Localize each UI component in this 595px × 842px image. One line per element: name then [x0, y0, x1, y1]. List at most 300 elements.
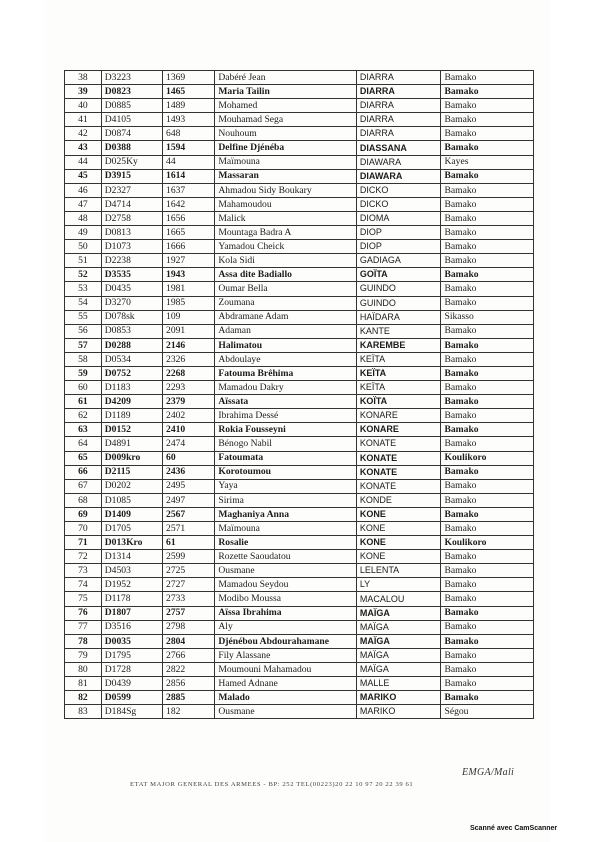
table-row — [65, 423, 534, 437]
row-code: D3516 — [101, 620, 162, 634]
row-code: D1807 — [101, 606, 162, 620]
row-number: 64 — [65, 437, 102, 451]
row-last-name: GADIAGA — [356, 254, 441, 268]
row-code: D1073 — [101, 240, 162, 254]
table-row — [65, 240, 534, 254]
row-number: 76 — [65, 606, 102, 620]
row-code: D0599 — [101, 691, 162, 705]
row-first-name: Ousmane — [215, 564, 356, 578]
row-first-name: Mohamed — [215, 99, 356, 113]
table-row — [65, 578, 534, 592]
row-number: 49 — [65, 226, 102, 240]
row-last-name: KOÏTA — [356, 395, 441, 409]
row-city: Bamako — [441, 268, 534, 282]
row-last-name: MARIKO — [356, 705, 441, 719]
row-number: 44 — [65, 155, 102, 169]
table-row — [65, 155, 534, 169]
row-number: 63 — [65, 423, 102, 437]
table-row — [65, 451, 534, 465]
row-code: D0152 — [101, 423, 162, 437]
row-number: 75 — [65, 592, 102, 606]
row-code: D009kro — [101, 451, 162, 465]
row-city: Bamako — [441, 395, 534, 409]
emga-mark: EMGA/Mali — [462, 767, 515, 778]
row-number: 40 — [65, 99, 102, 113]
row-first-name: Rokia Fousseyni — [215, 423, 356, 437]
table-row — [65, 366, 534, 380]
row-code: D0435 — [101, 282, 162, 296]
row-city: Bamako — [441, 465, 534, 479]
row-last-name: MALLE — [356, 677, 441, 691]
row-matricule: 1642 — [163, 197, 215, 211]
row-matricule: 2293 — [163, 381, 215, 395]
table-row — [65, 141, 534, 155]
table-row — [65, 268, 534, 282]
row-code: D4891 — [101, 437, 162, 451]
row-last-name: KAREMBE — [356, 338, 441, 352]
row-matricule: 2436 — [163, 465, 215, 479]
footer-address: ETAT MAJOR GENERAL DES ARMEES - BP: 252 TEL(00223)20 22 10 97 20 22 39 61 — [130, 781, 414, 788]
row-code: D1178 — [101, 592, 162, 606]
row-last-name: KEÏTA — [356, 352, 441, 366]
row-first-name: Korotoumou — [215, 465, 356, 479]
table-row — [65, 395, 534, 409]
row-code: D4714 — [101, 197, 162, 211]
row-code: D1409 — [101, 507, 162, 521]
row-first-name: Mountaga Badra A — [215, 226, 356, 240]
row-city: Bamako — [441, 324, 534, 338]
row-matricule: 2497 — [163, 493, 215, 507]
table-row — [65, 127, 534, 141]
row-matricule: 2856 — [163, 677, 215, 691]
row-first-name: Bénogo Nabil — [215, 437, 356, 451]
row-last-name: DIARRA — [356, 127, 441, 141]
row-number: 69 — [65, 507, 102, 521]
row-code: D1795 — [101, 648, 162, 662]
row-last-name: MARIKO — [356, 691, 441, 705]
row-matricule: 2727 — [163, 578, 215, 592]
row-last-name: KONARE — [356, 409, 441, 423]
row-city: Bamako — [441, 677, 534, 691]
table-row — [65, 564, 534, 578]
table-row — [65, 381, 534, 395]
roster-table — [64, 70, 534, 719]
row-city: Bamako — [441, 691, 534, 705]
table-row — [65, 282, 534, 296]
row-number: 41 — [65, 113, 102, 127]
row-city: Bamako — [441, 113, 534, 127]
row-code: D078sk — [101, 310, 162, 324]
row-number: 48 — [65, 211, 102, 225]
row-city: Bamako — [441, 282, 534, 296]
table-row — [65, 479, 534, 493]
row-last-name: KANTE — [356, 324, 441, 338]
row-last-name: KEÏTA — [356, 366, 441, 380]
roster-table-body — [65, 71, 534, 719]
row-first-name: Oumar Bella — [215, 282, 356, 296]
row-matricule: 2379 — [163, 395, 215, 409]
row-last-name: KONE — [356, 507, 441, 521]
row-matricule: 1666 — [163, 240, 215, 254]
row-number: 65 — [65, 451, 102, 465]
row-last-name: KONE — [356, 536, 441, 550]
row-matricule: 2567 — [163, 507, 215, 521]
row-first-name: Abdramane Adam — [215, 310, 356, 324]
row-first-name: Halimatou — [215, 338, 356, 352]
row-city: Kayes — [441, 155, 534, 169]
table-row — [65, 620, 534, 634]
table-row — [65, 634, 534, 648]
row-matricule: 648 — [163, 127, 215, 141]
row-matricule: 1665 — [163, 226, 215, 240]
table-row — [65, 493, 534, 507]
row-code: D013Kro — [101, 536, 162, 550]
row-matricule: 60 — [163, 451, 215, 465]
row-last-name: MAÏGA — [356, 620, 441, 634]
row-matricule: 1637 — [163, 183, 215, 197]
row-number: 42 — [65, 127, 102, 141]
row-matricule: 2410 — [163, 423, 215, 437]
row-city: Bamako — [441, 352, 534, 366]
row-code: D4503 — [101, 564, 162, 578]
row-first-name: Ahmadou Sidy Boukary — [215, 183, 356, 197]
row-number: 70 — [65, 522, 102, 536]
table-row — [65, 211, 534, 225]
row-first-name: Zoumana — [215, 296, 356, 310]
row-last-name: KEÏTA — [356, 381, 441, 395]
row-matricule: 2757 — [163, 606, 215, 620]
row-city: Sikasso — [441, 310, 534, 324]
row-matricule: 2885 — [163, 691, 215, 705]
row-number: 66 — [65, 465, 102, 479]
row-matricule: 44 — [163, 155, 215, 169]
row-last-name: MACALOU — [356, 592, 441, 606]
row-city: Ségou — [441, 705, 534, 719]
row-city: Bamako — [441, 141, 534, 155]
row-number: 47 — [65, 197, 102, 211]
row-first-name: Yaya — [215, 479, 356, 493]
row-last-name: DIOMA — [356, 211, 441, 225]
row-city: Bamako — [441, 662, 534, 676]
row-last-name: DICKO — [356, 183, 441, 197]
row-code: D0388 — [101, 141, 162, 155]
table-row — [65, 113, 534, 127]
table-row — [65, 254, 534, 268]
row-first-name: Aly — [215, 620, 356, 634]
row-number: 45 — [65, 169, 102, 183]
row-number: 57 — [65, 338, 102, 352]
table-row — [65, 169, 534, 183]
row-last-name: KONE — [356, 522, 441, 536]
row-number: 78 — [65, 634, 102, 648]
row-number: 59 — [65, 366, 102, 380]
row-code: D0035 — [101, 634, 162, 648]
table-row — [65, 465, 534, 479]
row-city: Bamako — [441, 648, 534, 662]
row-last-name: HAÏDARA — [356, 310, 441, 324]
table-row — [65, 85, 534, 99]
table-row — [65, 197, 534, 211]
row-matricule: 2571 — [163, 522, 215, 536]
row-code: D0202 — [101, 479, 162, 493]
table-row — [65, 437, 534, 451]
row-matricule: 1489 — [163, 99, 215, 113]
row-first-name: Hamed Adnane — [215, 677, 356, 691]
row-first-name: Ibrahima Dessé — [215, 409, 356, 423]
row-number: 50 — [65, 240, 102, 254]
table-row — [65, 507, 534, 521]
table-row — [65, 662, 534, 676]
row-city: Bamako — [441, 226, 534, 240]
row-city: Koulikoro — [441, 451, 534, 465]
row-code: D4105 — [101, 113, 162, 127]
row-city: Bamako — [441, 423, 534, 437]
table-row — [65, 296, 534, 310]
table-row — [65, 606, 534, 620]
row-last-name: KONDE — [356, 493, 441, 507]
row-number: 58 — [65, 352, 102, 366]
row-matricule: 2495 — [163, 479, 215, 493]
row-first-name: Ousmane — [215, 705, 356, 719]
table-row — [65, 226, 534, 240]
row-first-name: Malick — [215, 211, 356, 225]
row-first-name: Malado — [215, 691, 356, 705]
row-last-name: MAÏGA — [356, 606, 441, 620]
row-number: 43 — [65, 141, 102, 155]
row-number: 67 — [65, 479, 102, 493]
row-city: Bamako — [441, 381, 534, 395]
row-code: D1189 — [101, 409, 162, 423]
table-row — [65, 99, 534, 113]
row-code: D2238 — [101, 254, 162, 268]
row-code: D025Ky — [101, 155, 162, 169]
table-row — [65, 409, 534, 423]
row-first-name: Sirima — [215, 493, 356, 507]
row-code: D3223 — [101, 71, 162, 85]
row-first-name: Rosalie — [215, 536, 356, 550]
table-row — [65, 705, 534, 719]
row-city: Bamako — [441, 550, 534, 564]
row-matricule: 2766 — [163, 648, 215, 662]
row-last-name: DIOP — [356, 240, 441, 254]
row-code: D184Sg — [101, 705, 162, 719]
row-last-name: DIASSANA — [356, 141, 441, 155]
row-matricule: 1493 — [163, 113, 215, 127]
row-matricule: 2725 — [163, 564, 215, 578]
row-city: Bamako — [441, 620, 534, 634]
row-number: 82 — [65, 691, 102, 705]
row-first-name: Rozette Saoudatou — [215, 550, 356, 564]
table-row — [65, 648, 534, 662]
row-first-name: Kola Sidi — [215, 254, 356, 268]
row-last-name: GUINDO — [356, 282, 441, 296]
row-last-name: DIOP — [356, 226, 441, 240]
camscanner-watermark: Scanné avec CamScanner — [470, 825, 558, 832]
row-last-name: MAÏGA — [356, 634, 441, 648]
row-first-name: Mouhamad Sega — [215, 113, 356, 127]
row-matricule: 2733 — [163, 592, 215, 606]
row-city: Bamako — [441, 85, 534, 99]
row-first-name: Aïssa Ibrahima — [215, 606, 356, 620]
table-row — [65, 324, 534, 338]
row-first-name: Maria Tailin — [215, 85, 356, 99]
row-code: D0823 — [101, 85, 162, 99]
row-number: 74 — [65, 578, 102, 592]
row-code: D0288 — [101, 338, 162, 352]
row-first-name: Maïmouna — [215, 522, 356, 536]
table-row — [65, 691, 534, 705]
row-matricule: 2474 — [163, 437, 215, 451]
row-matricule: 1465 — [163, 85, 215, 99]
row-number: 53 — [65, 282, 102, 296]
row-first-name: Adaman — [215, 324, 356, 338]
table-row — [65, 536, 534, 550]
row-city: Bamako — [441, 211, 534, 225]
row-code: D4209 — [101, 395, 162, 409]
row-first-name: Massaran — [215, 169, 356, 183]
row-matricule: 1943 — [163, 268, 215, 282]
row-matricule: 1594 — [163, 141, 215, 155]
row-matricule: 2268 — [163, 366, 215, 380]
row-first-name: Maghaniya Anna — [215, 507, 356, 521]
row-city: Koulikoro — [441, 536, 534, 550]
row-city: Bamako — [441, 564, 534, 578]
table-row — [65, 352, 534, 366]
row-code: D1952 — [101, 578, 162, 592]
row-city: Bamako — [441, 338, 534, 352]
row-city: Bamako — [441, 592, 534, 606]
row-city: Bamako — [441, 606, 534, 620]
row-number: 77 — [65, 620, 102, 634]
row-code: D3270 — [101, 296, 162, 310]
row-number: 51 — [65, 254, 102, 268]
row-city: Bamako — [441, 366, 534, 380]
row-matricule: 1985 — [163, 296, 215, 310]
row-city: Bamako — [441, 409, 534, 423]
row-city: Bamako — [441, 99, 534, 113]
row-city: Bamako — [441, 183, 534, 197]
row-number: 73 — [65, 564, 102, 578]
table-row — [65, 310, 534, 324]
row-matricule: 1981 — [163, 282, 215, 296]
row-last-name: DIAWARA — [356, 169, 441, 183]
row-code: D0853 — [101, 324, 162, 338]
row-last-name: DIARRA — [356, 99, 441, 113]
row-city: Bamako — [441, 296, 534, 310]
row-first-name: Modibo Moussa — [215, 592, 356, 606]
row-number: 62 — [65, 409, 102, 423]
row-last-name: KONATE — [356, 437, 441, 451]
table-row — [65, 183, 534, 197]
table-row — [65, 338, 534, 352]
row-city: Bamako — [441, 71, 534, 85]
row-code: D2115 — [101, 465, 162, 479]
row-city: Bamako — [441, 197, 534, 211]
row-first-name: Dabéré Jean — [215, 71, 356, 85]
row-number: 79 — [65, 648, 102, 662]
table-row — [65, 71, 534, 85]
row-code: D0813 — [101, 226, 162, 240]
row-number: 46 — [65, 183, 102, 197]
row-first-name: Moumouni Mahamadou — [215, 662, 356, 676]
table-row — [65, 677, 534, 691]
row-matricule: 1369 — [163, 71, 215, 85]
row-matricule: 2146 — [163, 338, 215, 352]
row-first-name: Fatouma Brêhima — [215, 366, 356, 380]
row-code: D0885 — [101, 99, 162, 113]
row-number: 68 — [65, 493, 102, 507]
row-first-name: Fatoumata — [215, 451, 356, 465]
row-number: 72 — [65, 550, 102, 564]
row-matricule: 1927 — [163, 254, 215, 268]
row-city: Bamako — [441, 437, 534, 451]
row-first-name: Mamadou Dakry — [215, 381, 356, 395]
row-code: D1705 — [101, 522, 162, 536]
row-city: Bamako — [441, 169, 534, 183]
row-matricule: 2402 — [163, 409, 215, 423]
row-matricule: 1614 — [163, 169, 215, 183]
row-last-name: KONATE — [356, 451, 441, 465]
row-number: 80 — [65, 662, 102, 676]
row-last-name: GOÏTA — [356, 268, 441, 282]
row-city: Bamako — [441, 127, 534, 141]
row-last-name: DIARRA — [356, 71, 441, 85]
row-matricule: 2822 — [163, 662, 215, 676]
row-code: D0752 — [101, 366, 162, 380]
row-last-name: MAÏGA — [356, 648, 441, 662]
row-last-name: KONE — [356, 550, 441, 564]
row-first-name: Mamadou Seydou — [215, 578, 356, 592]
row-first-name: Maïmouna — [215, 155, 356, 169]
row-last-name: DICKO — [356, 197, 441, 211]
row-number: 52 — [65, 268, 102, 282]
row-number: 54 — [65, 296, 102, 310]
row-code: D0874 — [101, 127, 162, 141]
row-first-name: Yamadou Cheick — [215, 240, 356, 254]
row-last-name: GUINDO — [356, 296, 441, 310]
row-city: Bamako — [441, 507, 534, 521]
row-number: 71 — [65, 536, 102, 550]
row-last-name: KONARE — [356, 423, 441, 437]
row-matricule: 2326 — [163, 352, 215, 366]
row-number: 56 — [65, 324, 102, 338]
row-code: D3535 — [101, 268, 162, 282]
row-city: Bamako — [441, 240, 534, 254]
row-city: Bamako — [441, 522, 534, 536]
row-last-name: LY — [356, 578, 441, 592]
row-number: 61 — [65, 395, 102, 409]
row-last-name: DIAWARA — [356, 155, 441, 169]
row-city: Bamako — [441, 254, 534, 268]
row-code: D0439 — [101, 677, 162, 691]
row-last-name: KONATE — [356, 465, 441, 479]
row-city: Bamako — [441, 634, 534, 648]
row-code: D3915 — [101, 169, 162, 183]
row-number: 39 — [65, 85, 102, 99]
row-first-name: Fily Alassane — [215, 648, 356, 662]
row-city: Bamako — [441, 479, 534, 493]
row-first-name: Djénébou Abdourahamane — [215, 634, 356, 648]
row-matricule: 2798 — [163, 620, 215, 634]
table-row — [65, 522, 534, 536]
row-code: D2758 — [101, 211, 162, 225]
row-code: D1183 — [101, 381, 162, 395]
row-city: Bamako — [441, 493, 534, 507]
row-code: D1085 — [101, 493, 162, 507]
row-first-name: Assa dite Badiallo — [215, 268, 356, 282]
row-code: D2327 — [101, 183, 162, 197]
row-city: Bamako — [441, 578, 534, 592]
